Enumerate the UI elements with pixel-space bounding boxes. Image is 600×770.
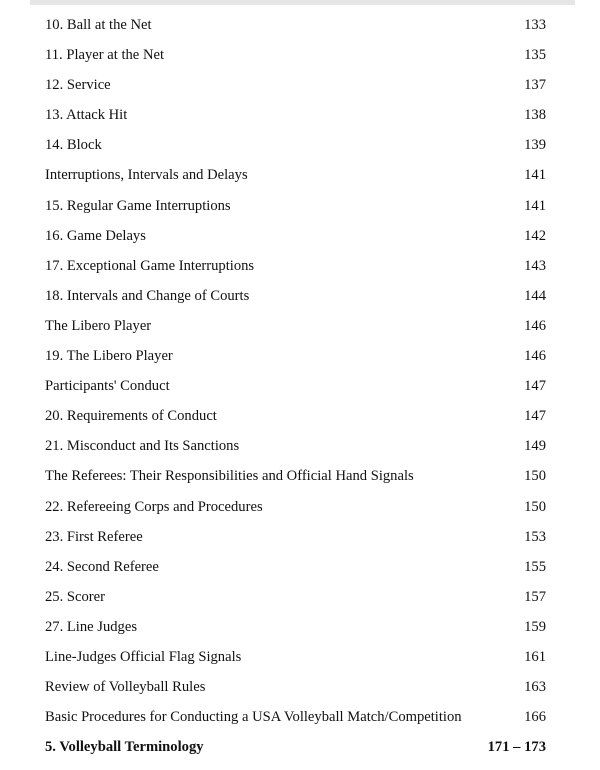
- toc-entry-title: 12. Service: [45, 77, 111, 94]
- toc-entry[interactable]: [45, 40, 546, 70]
- toc-entry-title: 18. Intervals and Change of Courts: [45, 287, 250, 304]
- toc-entry-page: 153: [524, 528, 546, 545]
- toc-entry-page: 161: [524, 648, 546, 665]
- toc-entry[interactable]: [45, 732, 546, 762]
- toc-entry[interactable]: [45, 612, 546, 642]
- toc-entry-page: 150: [524, 498, 546, 515]
- toc-entry-page: 146: [524, 348, 546, 365]
- toc-entry[interactable]: [45, 221, 546, 251]
- toc-entry-title: Review of Volleyball Rules: [45, 679, 206, 696]
- toc-entry-page: 171 – 173: [487, 739, 546, 756]
- toc-entry[interactable]: [45, 341, 546, 371]
- toc-entry[interactable]: [45, 642, 546, 672]
- toc-entry-title: 21. Misconduct and Its Sanctions: [45, 438, 240, 455]
- toc-entry-title: 19. The Libero Player: [45, 348, 173, 365]
- toc-entry-title: 22. Refereeing Corps and Procedures: [45, 498, 263, 515]
- page-top-edge: [30, 0, 575, 5]
- toc-entry[interactable]: [45, 522, 546, 552]
- toc-entry[interactable]: [45, 371, 546, 401]
- toc-entry[interactable]: [45, 281, 546, 311]
- toc-entry-page: 166: [524, 709, 546, 726]
- toc-entry-page: 147: [524, 408, 546, 425]
- toc-entry-title: 5. Volleyball Terminology: [45, 739, 204, 756]
- table-of-contents: [45, 10, 546, 762]
- toc-entry[interactable]: [45, 401, 546, 431]
- toc-entry[interactable]: [45, 100, 546, 130]
- toc-entry[interactable]: [45, 191, 546, 221]
- toc-entry-title: Interruptions, Intervals and Delays: [45, 167, 248, 184]
- toc-entry-title: The Referees: Their Responsibilities and Official Hand Signals: [45, 468, 414, 485]
- toc-entry-title: 10. Ball at the Net: [45, 17, 152, 33]
- toc-entry[interactable]: [45, 461, 546, 491]
- toc-entry-title: 25. Scorer: [45, 588, 105, 605]
- toc-entry-title: 27. Line Judges: [45, 618, 138, 635]
- toc-entry-title: Line-Judges Official Flag Signals: [45, 648, 242, 665]
- toc-entry-page: 163: [524, 679, 546, 696]
- toc-entry-title: 15. Regular Game Interruptions: [45, 197, 231, 214]
- toc-entry-title: 11. Player at the Net: [45, 47, 165, 64]
- toc-entry[interactable]: [45, 311, 546, 341]
- toc-entry-title: 20. Requirements of Conduct: [45, 408, 217, 425]
- toc-entry[interactable]: [45, 702, 546, 732]
- toc-entry[interactable]: [45, 251, 546, 281]
- toc-entry-title: The Libero Player: [45, 317, 152, 334]
- toc-entry[interactable]: [45, 492, 546, 522]
- toc-entry[interactable]: [45, 552, 546, 582]
- toc-entry-page: 137: [524, 77, 546, 94]
- toc-entry-page: 159: [524, 618, 546, 635]
- toc-entry-page: 135: [524, 47, 546, 64]
- toc-entry[interactable]: [45, 160, 546, 190]
- toc-entry-title: 23. First Referee: [45, 528, 143, 545]
- toc-entry-page: 157: [524, 588, 546, 605]
- toc-entry-title: 24. Second Referee: [45, 558, 159, 575]
- toc-entry-page: 147: [524, 378, 546, 395]
- toc-entry-page: 146: [524, 317, 546, 334]
- toc-entry[interactable]: [45, 431, 546, 461]
- toc-entry-page: 142: [524, 227, 546, 244]
- toc-entry-page: 133: [524, 17, 546, 33]
- toc-entry-title: 17. Exceptional Game Interruptions: [45, 257, 255, 274]
- toc-entry-page: 139: [524, 137, 546, 154]
- toc-entry-page: 150: [524, 468, 546, 485]
- toc-entry[interactable]: [45, 672, 546, 702]
- toc-entry-page: 141: [524, 167, 546, 184]
- toc-entry-page: 149: [524, 438, 546, 455]
- toc-entry-title: 14. Block: [45, 137, 102, 154]
- toc-entry-title: 13. Attack Hit: [45, 107, 128, 124]
- toc-entry-page: 155: [524, 558, 546, 575]
- toc-entry-title: 16. Game Delays: [45, 227, 146, 244]
- toc-entry[interactable]: [45, 130, 546, 160]
- toc-entry[interactable]: [45, 582, 546, 612]
- toc-entry[interactable]: [45, 70, 546, 100]
- toc-entry-title: Participants' Conduct: [45, 378, 170, 395]
- toc-entry[interactable]: [45, 10, 546, 40]
- toc-entry-title: Basic Procedures for Conducting a USA Volleyball Match/Competition: [45, 709, 462, 726]
- toc-entry-page: 138: [524, 107, 546, 124]
- toc-entry-page: 144: [524, 287, 546, 304]
- toc-entry-page: 143: [524, 257, 546, 274]
- toc-entry-page: 141: [524, 197, 546, 214]
